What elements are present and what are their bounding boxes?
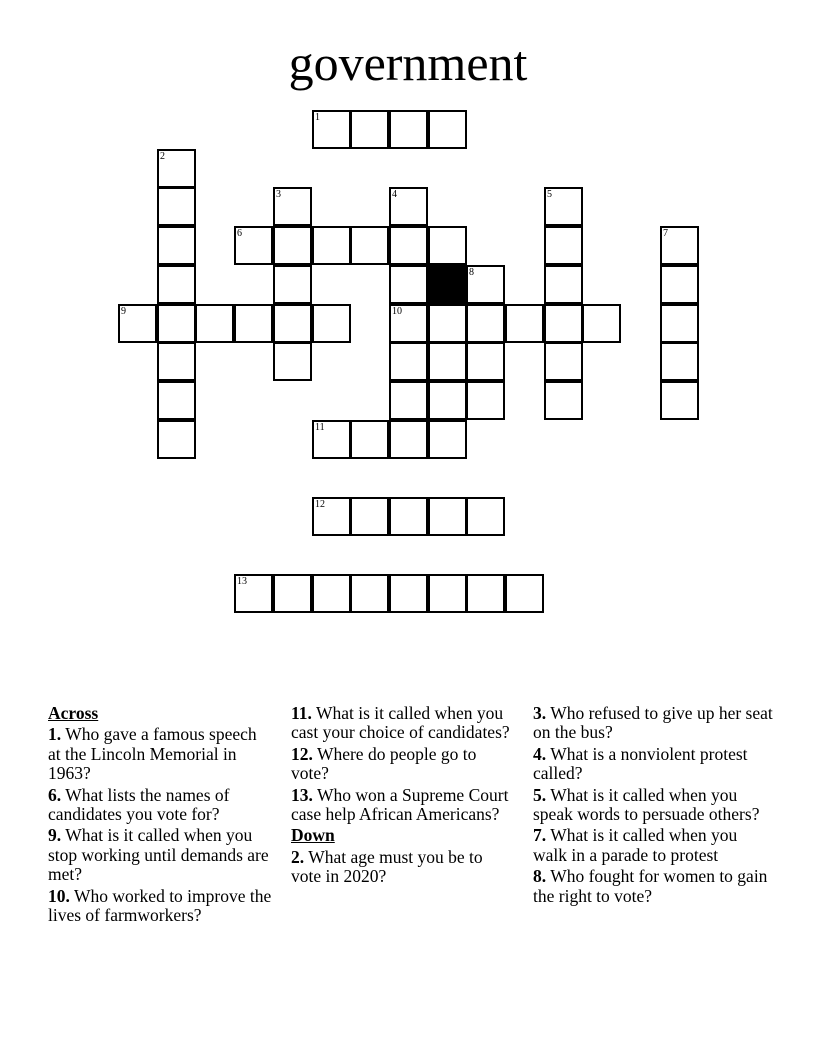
grid-cell[interactable] [157,381,196,420]
cell-number: 12 [315,499,325,510]
grid-cell[interactable] [157,420,196,459]
clue-text: What is a nonviolent protest called? [533,743,748,784]
grid-cell[interactable] [350,226,389,265]
clue-text: What is it called when you stop working until demands are met? [48,825,269,885]
cell-number: 7 [663,228,668,239]
black-square [428,265,467,304]
clue-text: What is it called when you cast your choice of candidates? [291,703,510,743]
across-heading: Across [48,703,99,723]
clue-number: 8. [533,866,547,887]
grid-cell[interactable] [312,420,351,459]
clue-number: 13. [291,784,313,805]
clue-text: What age must you be to vote in 2020? [291,846,483,887]
grid-cell[interactable] [389,226,428,265]
clue-text: What lists the names of candidates you vote for? [48,784,230,825]
grid-cell[interactable] [389,110,428,149]
grid-cell[interactable] [389,497,428,536]
clue-across-13 [291,786,516,825]
cell-number: 1 [315,112,320,123]
grid-cell[interactable] [466,342,505,381]
clue-number: 10. [48,885,70,906]
clue-text: What is it called when you speak words to persuade others? [533,784,760,825]
grid-cell[interactable] [544,304,583,343]
grid-cell[interactable] [428,110,467,149]
grid-cell[interactable] [428,574,467,613]
clue-across-12 [291,745,516,784]
clue-down-4 [533,745,773,784]
grid-cell[interactable] [350,574,389,613]
grid-cell[interactable] [428,226,467,265]
clue-number: 1. [48,724,62,745]
grid-cell[interactable] [312,304,351,343]
clue-text: Who gave a famous speech at the Lincoln Memorial in 1963? [48,724,257,784]
clue-text: Who fought for women to gain the right to vote? [533,866,768,906]
cell-number: 4 [392,189,397,200]
grid-cell[interactable] [660,381,699,420]
clue-down-7 [533,826,773,865]
down-heading: Down [291,825,335,846]
cell-number: 10 [392,306,402,317]
clue-column-2 [291,704,516,889]
grid-cell[interactable] [118,304,157,343]
grid-cell[interactable] [234,226,273,265]
grid-cell[interactable] [466,304,505,343]
clue-text: Who won a Supreme Court case help African Americans? [291,784,509,825]
clue-text: Who worked to improve the lives of farmworkers? [48,885,272,926]
clue-number: 5. [533,784,547,805]
grid-cell[interactable] [505,304,544,343]
grid-cell[interactable] [157,149,196,188]
grid-cell[interactable] [466,574,505,613]
clue-column-1 [48,704,273,927]
grid-cell[interactable] [195,304,234,343]
cell-number: 9 [121,306,126,317]
grid-cell[interactable] [544,226,583,265]
grid-cell[interactable] [582,304,621,343]
grid-cell[interactable] [273,187,312,226]
grid-cell[interactable] [157,304,196,343]
grid-cell[interactable] [273,265,312,304]
grid-cell[interactable] [350,110,389,149]
grid-cell[interactable] [544,265,583,304]
clue-down-3 [533,704,773,743]
grid-cell[interactable] [273,304,312,343]
cell-number: 11 [315,422,325,433]
grid-cell[interactable] [466,381,505,420]
clue-text: What is it called when you walk in a parade to protest [533,825,738,865]
clue-down-8 [533,867,773,906]
grid-cell[interactable] [312,497,351,536]
grid-cell[interactable] [389,265,428,304]
grid-cell[interactable] [234,304,273,343]
clue-number: 3. [533,703,547,723]
grid-cell[interactable] [157,187,196,226]
grid-cell[interactable] [389,304,428,343]
grid-cell[interactable] [312,110,351,149]
grid-cell[interactable] [157,342,196,381]
clue-down-2 [291,848,516,887]
grid-cell[interactable] [273,342,312,381]
cell-number: 8 [469,267,474,278]
grid-cell[interactable] [350,497,389,536]
clue-across-6 [48,786,273,825]
clue-number: 4. [533,743,547,764]
grid-cell[interactable] [273,574,312,613]
clue-across-10 [48,887,273,926]
grid-cell[interactable] [389,381,428,420]
grid-cell[interactable] [660,226,699,265]
clue-number: 6. [48,784,62,805]
grid-cell[interactable] [660,265,699,304]
clue-across-11 [291,704,516,743]
cell-number: 2 [160,151,165,162]
grid-cell[interactable] [660,342,699,381]
grid-cell[interactable] [428,420,467,459]
grid-cell[interactable] [389,574,428,613]
clue-across-1 [48,725,273,783]
clue-down-5 [533,786,773,825]
grid-cell[interactable] [312,574,351,613]
clue-number: 7. [533,825,547,846]
grid-cell[interactable] [389,187,428,226]
clue-number: 2. [291,846,305,867]
grid-cell[interactable] [544,381,583,420]
grid-cell[interactable] [234,574,273,613]
clue-text: Where do people go to vote? [291,743,477,784]
clue-number: 11. [291,703,312,723]
grid-cell[interactable] [389,420,428,459]
grid-cell[interactable] [157,265,196,304]
grid-cell[interactable] [466,497,505,536]
grid-cell[interactable] [157,226,196,265]
clue-number: 12. [291,743,313,764]
grid-cell[interactable] [350,420,389,459]
grid-cell[interactable] [466,265,505,304]
clue-number: 9. [48,825,62,846]
grid-cell[interactable] [544,342,583,381]
grid-cell[interactable] [312,226,351,265]
puzzle-title: government [288,35,528,91]
clue-column-3 [533,704,773,908]
grid-cell[interactable] [544,187,583,226]
grid-cell[interactable] [273,226,312,265]
grid-cell[interactable] [389,342,428,381]
grid-cell[interactable] [428,381,467,420]
cell-number: 6 [237,228,242,239]
grid-cell[interactable] [660,304,699,343]
cell-number: 13 [237,576,247,587]
cell-number: 3 [276,189,281,200]
clue-text: Who refused to give up her seat on the bus? [533,703,773,743]
grid-cell[interactable] [428,342,467,381]
clue-across-9 [48,826,273,884]
grid-cell[interactable] [428,497,467,536]
grid-cell[interactable] [505,574,544,613]
grid-cell[interactable] [428,304,467,343]
cell-number: 5 [547,189,552,200]
